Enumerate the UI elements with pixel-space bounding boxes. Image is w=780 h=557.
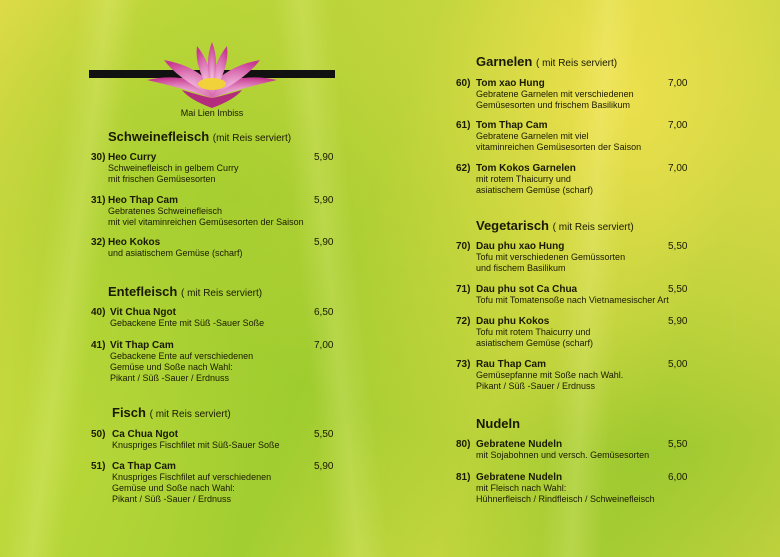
item-price: 7,00 xyxy=(668,120,688,131)
item-description: mit rotem Thaicurry und xyxy=(476,174,571,184)
item-number: 81) xyxy=(456,472,471,483)
item-number: 32) xyxy=(91,237,106,248)
item-description: Gemüsepfanne mit Soße nach Wahl. xyxy=(476,370,624,380)
item-description: Gemüse und Soße nach Wahl: xyxy=(110,362,233,372)
section-title-text: Vegetarisch xyxy=(476,218,549,233)
item-number: 62) xyxy=(456,163,471,174)
item-description: Gemüse und Soße nach Wahl: xyxy=(112,483,235,493)
item-price: 6,00 xyxy=(668,472,688,483)
item-description: Tofu mit Tomatensoße nach Vietnamesischer Art xyxy=(476,295,669,305)
item-description: Gebratenes Schweinefleisch xyxy=(108,206,223,216)
section-title-text: Garnelen xyxy=(476,54,533,69)
item-price: 7,00 xyxy=(314,340,334,351)
menu-item xyxy=(91,461,271,505)
item-price: 7,00 xyxy=(668,163,688,174)
item-name: Vit Thap Cam xyxy=(110,340,174,351)
item-description: Tofu mit rotem Thaicurry und xyxy=(476,327,591,337)
menu-item xyxy=(91,152,239,185)
section-title-text: Nudeln xyxy=(476,416,521,431)
item-description: Gebratene Garnelen mit viel xyxy=(476,131,589,141)
item-price: 5,50 xyxy=(668,439,688,450)
item-description: Gebackene Ente mit Süß -Sauer Soße xyxy=(110,318,265,328)
item-number: 71) xyxy=(456,284,471,295)
menu-item xyxy=(91,429,280,451)
item-description: mit Sojabohnen und versch. Gemüsesorten xyxy=(476,450,650,460)
section-fisch-title xyxy=(112,405,231,420)
item-price: 5,90 xyxy=(314,461,334,472)
menu-item xyxy=(91,195,304,228)
item-number: 51) xyxy=(91,461,106,472)
item-description: Tofu mit verschiedenen Gemüssorten xyxy=(476,252,626,262)
item-price: 5,90 xyxy=(668,316,688,327)
section-title-text: Schweinefleisch xyxy=(108,129,210,144)
item-name: Heo Kokos xyxy=(108,237,161,248)
item-number: 72) xyxy=(456,316,471,327)
item-number: 40) xyxy=(91,307,106,318)
item-name: Dau phu xao Hung xyxy=(476,241,565,252)
menu-item xyxy=(456,163,593,196)
item-name: Tom xao Hung xyxy=(476,78,545,89)
section-note: ( mit Reis serviert) xyxy=(535,58,618,69)
item-number: 73) xyxy=(456,359,471,370)
item-description: Knuspriges Fischfilet mit Süß-Sauer Soße xyxy=(112,440,280,450)
item-name: Gebratene Nudeln xyxy=(476,439,563,450)
fineprint: · · · · · · · · · · · · · · · · · · · · · xyxy=(732,300,737,351)
section-note: ( mit Reis serviert) xyxy=(552,222,634,233)
item-number: 50) xyxy=(91,429,106,440)
item-price: 5,50 xyxy=(314,429,334,440)
item-description: mit frischen Gemüsesorten xyxy=(108,174,216,184)
item-name: Tom Thap Cam xyxy=(476,120,548,131)
menu-item xyxy=(91,237,243,259)
item-description: Gebratene Garnelen mit verschiedenen xyxy=(476,89,634,99)
item-name: Ca Thap Cam xyxy=(112,461,176,472)
menu-item xyxy=(456,120,641,153)
item-description: asiatischem Gemüse (scharf) xyxy=(476,185,594,195)
item-price: 5,90 xyxy=(314,237,334,248)
item-number: 61) xyxy=(456,120,471,131)
item-price: 7,00 xyxy=(668,78,688,89)
item-price: 6,50 xyxy=(314,307,334,318)
item-name: Heo Curry xyxy=(108,152,157,163)
section-schwein-title xyxy=(108,129,291,144)
item-description: Hühnerfleisch / Rindfleisch / Schweinefleisch xyxy=(476,494,655,504)
section-title-text: Entefleisch xyxy=(108,284,178,299)
item-description: vitaminreichen Gemüsesorten der Saison xyxy=(476,142,642,152)
item-price: 5,50 xyxy=(668,284,688,295)
section-veg-title xyxy=(476,218,634,233)
item-description: Pikant / Süß -Sauer / Erdnuss xyxy=(110,373,230,383)
item-price: 5,50 xyxy=(668,241,688,252)
item-name: Rau Thap Cam xyxy=(476,359,547,370)
item-price: 5,90 xyxy=(314,152,334,163)
item-description: Gemüsesorten und frischem Basilikum xyxy=(476,100,631,110)
item-name: Gebratene Nudeln xyxy=(476,472,563,483)
item-name: Dau phu sot Ca Chua xyxy=(476,284,578,295)
item-price: 5,00 xyxy=(668,359,688,370)
item-name: Heo Thap Cam xyxy=(108,195,179,206)
item-number: 41) xyxy=(91,340,106,351)
menu-item xyxy=(91,307,264,329)
item-number: 70) xyxy=(456,241,471,252)
item-description: Pikant / Süß -Sauer / Erdnuss xyxy=(112,494,232,504)
brand-name: Mai Lien Imbiss xyxy=(180,108,244,118)
menu-item xyxy=(456,284,669,306)
section-note: ( mit Reis serviert) xyxy=(149,409,231,420)
item-description: mit viel vitaminreichen Gemüsesorten der Saison xyxy=(108,217,304,227)
menu-item xyxy=(456,316,593,349)
item-number: 60) xyxy=(456,78,471,89)
lotus-flower-icon xyxy=(142,38,282,110)
section-garnelen-title xyxy=(476,54,617,69)
menu-item xyxy=(456,472,655,505)
section-nudeln-title xyxy=(476,416,520,431)
item-number: 30) xyxy=(91,152,106,163)
item-price: 5,90 xyxy=(314,195,334,206)
menu-item xyxy=(456,241,625,274)
item-description: mit Fleisch nach Wahl: xyxy=(476,483,567,493)
item-description: Gebackene Ente auf verschiedenen xyxy=(110,351,254,361)
item-description: asiatischem Gemüse (scharf) xyxy=(476,338,594,348)
section-note: ( mit Reis serviert) xyxy=(180,288,263,299)
item-name: Ca Chua Ngot xyxy=(112,429,179,440)
menu-item xyxy=(91,340,253,384)
item-description: Knuspriges Fischfilet auf verschiedenen xyxy=(112,472,272,482)
menu-item xyxy=(456,439,649,461)
menu-item xyxy=(456,359,623,392)
item-number: 80) xyxy=(456,439,471,450)
section-title-text: Fisch xyxy=(112,405,146,420)
item-description: Schweinefleisch in gelbem Curry xyxy=(108,163,239,173)
item-name: Dau phu Kokos xyxy=(476,316,550,327)
item-name: Vit Chua Ngot xyxy=(110,307,176,318)
section-ente-title xyxy=(108,284,262,299)
item-number: 31) xyxy=(91,195,106,206)
item-name: Tom Kokos Garnelen xyxy=(476,163,576,174)
item-description: Pikant / Süß -Sauer / Erdnuss xyxy=(476,381,596,391)
item-description: und fischem Basilikum xyxy=(476,263,566,273)
item-description: und asiatischem Gemüse (scharf) xyxy=(108,248,243,258)
menu-item xyxy=(456,78,634,111)
section-note: (mit Reis serviert) xyxy=(212,133,292,144)
